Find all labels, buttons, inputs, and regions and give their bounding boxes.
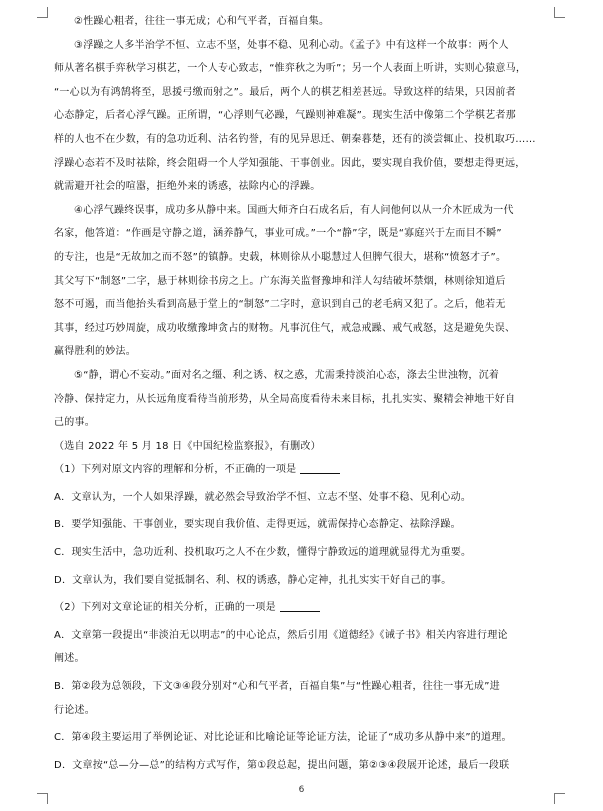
- text-line: 己的事。: [54, 417, 95, 429]
- document-body: [54, 10, 554, 777]
- option-b: B．要学知强能、干事创业，要实现自我价值、走得更远，就需保持心态静定、祛除浮躁。: [54, 519, 461, 531]
- answer-blank: [280, 599, 320, 612]
- paragraph-4: [54, 199, 554, 364]
- text-line: 怒不可遏，而当他抬头看到高悬于堂上的“制怒”二字时，意识到自己的老毛病又犯了。之后，他若无: [54, 299, 506, 311]
- text-line: 其事，经过巧妙周旋，成功收缴豫坤贪占的财物。凡事沉住气，戒急戒躁、戒气戒怒，这是避免失误、: [54, 322, 516, 334]
- option-d: D．文章按“总—分—总”的结构方式写作，第①段总起，提出问题，第②③④段展开论述，最后一段联: [54, 759, 510, 771]
- text-line: 其父写下“制怒”二字，悬于林则徐书房之上。广东海关监督豫坤和洋人勾结破坏禁烟，林则徐知道后: [54, 275, 506, 287]
- paragraph-5: [54, 364, 554, 435]
- question-1-stem-line: [54, 458, 554, 482]
- paragraph-3: [54, 34, 554, 199]
- question-2: [54, 596, 554, 777]
- text-line: ③浮躁之人多半治学不恒、立志不坚，处事不稳、见利心动。《孟子》中有这样一个故事：两个人: [74, 39, 509, 51]
- text-line: “一心以为有鸿鹄将至，思援弓缴而射之”。最后，两个人的棋艺相差甚远。导致这样的结果，只因前者: [54, 86, 516, 98]
- text-line: 浮躁心态若不及时祛除，终会阻碍一个人学知强能、干事创业。因此，要实现自我价值，要想走得更远，: [54, 157, 526, 169]
- option-d: D．文章认为，我们要自觉抵制名、利、权的诱惑，静心定神，扎扎实实干好自己的事。: [54, 574, 452, 586]
- question-1-stem: （1）下列对原文内容的理解和分析，不正确的一项是: [54, 464, 297, 476]
- text-line: 冷静、保持定力，从长远角度看待当前形势，从全局高度看待未来目标，扎扎实实、聚精会神地干好自: [54, 393, 516, 405]
- source-citation: （选自 2022 年 5 月 18 日《中国纪检监察报》，有删改）: [54, 440, 321, 452]
- page-number: 6: [298, 785, 305, 795]
- option-a: A．文章认为，一个人如果浮躁，就必然会导致治学不恒、立志不坚、处事不稳、见利心动。: [54, 491, 472, 503]
- question-2-stem-line: [54, 596, 554, 620]
- text-line: 师从著名棋手弈秋学习棋艺，一个人专心致志，“惟弈秋之为听”；另一个人表面上听讲，实则心猿意马，: [54, 63, 527, 75]
- option-b-continued: 行论述。: [54, 704, 95, 716]
- option-c: C．现实生活中，急功近利、投机取巧之人不在少数，懂得宁静致远的道理就显得尤为重要。: [54, 547, 472, 559]
- crop-mark-top-right: [554, 7, 565, 18]
- text-line: 样的人也不在少数，有的急功近利、沽名钓誉，有的见异思迁、朝秦暮楚，还有的淡尝辄止、投机取巧……: [54, 133, 536, 145]
- text-line: ④心浮气躁终误事，成功多从静中来。国画大师齐白石成名后，有人问他何以从一介木匠成为一代: [74, 204, 514, 216]
- question-2-stem: （2）下列对文章论证的相关分析，正确的一项是: [54, 602, 276, 614]
- option-b: B．第②段为总领段，下文③④段分别对“心和气平者，百福自集”与“性躁心粗者，往往一事无成”进: [54, 681, 500, 693]
- text-line: ②性躁心粗者，往往一事无成；心和气平者，百福自集。: [74, 16, 330, 27]
- text-line: ⑤“静，谓心不妄动。”面对名之缰、利之诱、权之惑，尤需秉持淡泊心态，涤去尘世浊物，沉着: [74, 369, 500, 381]
- text-line: 心态静定，后者心浮气躁。正所谓，“心浮则气必躁，气躁则神难凝”。现实生活中像第二个学棋艺者那: [54, 110, 516, 122]
- text-line: 赢得胜利的妙法。: [54, 346, 136, 358]
- text-line: 就需避开社会的喧嚣，拒绝外来的诱惑，祛除内心的浮躁。: [54, 181, 321, 193]
- option-a-continued: 阐述。: [54, 653, 85, 665]
- question-1: [54, 458, 554, 592]
- answer-blank: [300, 461, 340, 474]
- paragraph-2: [54, 10, 554, 34]
- option-a: A．文章第一段提出“非淡泊无以明志”的中心论点，然后引用《道德经》《诫子书》相关内容进行理论: [54, 629, 508, 641]
- option-c: C．第④段主要运用了举例论证、对比论证和比喻论证等论证方法，论证了“成功多从静中来”的道理。: [54, 732, 512, 744]
- text-line: 名家，他答道：“作画是守静之道，涵养静气，事业可成。”一个“静”字，既是“寡庭兴于左而目不瞬”: [54, 228, 502, 240]
- text-line: 的专注，也是“无故加之而不怒”的镇静。史载，林则徐从小聪慧过人但脾气很大，堪称“愤怒才子”。: [54, 251, 507, 263]
- crop-mark-top-left: [37, 7, 48, 18]
